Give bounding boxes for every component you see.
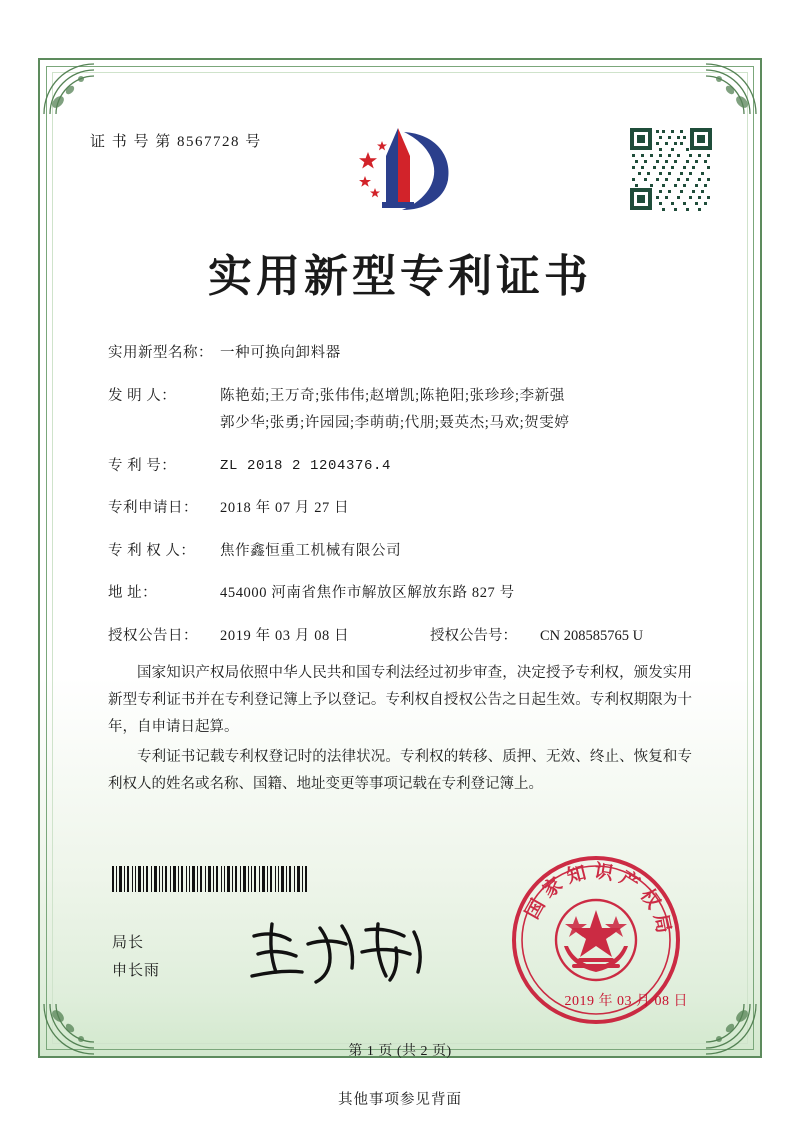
- field-label: 实用新型名称：: [108, 345, 213, 361]
- field-row-patent-number: [108, 453, 694, 481]
- field-value: 一种可换向卸料器: [220, 345, 341, 361]
- seal-date: 2019 年 03 月 08 日: [564, 994, 688, 1009]
- field-value: [220, 383, 694, 438]
- field-label: 专 利 号：: [108, 457, 177, 474]
- field-value-line-1: 陈艳茹;王万奇;张伟伟;赵增凯;陈艳阳;张珍珍;李新强: [220, 387, 565, 404]
- field-value: 2018 年 07 月 27 日: [220, 500, 350, 517]
- certificate-fields: [108, 340, 694, 665]
- field-row-inventors: [108, 383, 694, 438]
- svg-text:国家知识产权局: 国家知识产权局: [521, 859, 676, 941]
- legal-text-block: [108, 660, 692, 802]
- paragraph-1: 国家知识产权局依照中华人民共和国专利法经过初步审查，决定授予专利权，颁发实用新型专利证书并在专利登记簿上予以登记。专利权自授权公告之日起生效。专利权期限为十年，自申请日起算。: [108, 665, 692, 735]
- field-row-grant-publication: [108, 623, 694, 651]
- field-row-address: [108, 580, 694, 608]
- qr-code-icon: [628, 126, 714, 212]
- footer-note: 其他事项参见背面: [338, 1092, 462, 1108]
- field-label: 发 明 人：: [108, 387, 177, 404]
- field-value: 454000 河南省焦作市解放区解放东路 827 号: [220, 585, 515, 602]
- field-value-grant-date: 2019 年 03 月 08 日: [220, 627, 350, 644]
- corner-ornament-icon: [40, 60, 98, 118]
- certificate-number: 证 书 号 第 8567728 号: [90, 134, 262, 150]
- field-row-utility-model-name: [108, 340, 694, 368]
- corner-ornament-icon: [702, 60, 760, 118]
- cnipa-logo-icon: [352, 122, 460, 218]
- field-row-application-date: [108, 495, 694, 523]
- field-label-grant-date: 授权公告日：: [108, 627, 198, 644]
- field-label-publication-number: 授权公告号：: [430, 627, 517, 644]
- handwritten-signature-icon: [246, 918, 426, 988]
- signature-label-block: [112, 930, 160, 986]
- barcode-icon: [112, 866, 308, 892]
- field-value-publication-number: CN 208585765 U: [540, 627, 644, 644]
- field-value: 焦作鑫恒重工机械有限公司: [220, 542, 402, 559]
- page-number: 第 1 页 (共 2 页): [348, 1044, 452, 1059]
- director-name: 申长雨: [112, 962, 161, 979]
- field-label: 专利申请日：: [108, 500, 198, 517]
- page-title: 实用新型专利证书: [208, 251, 592, 302]
- director-role-label: 局长: [112, 935, 145, 951]
- field-value-line-2: 郭少华;张勇;许园园;李萌萌;代朋;聂英杰;马欢;贺雯婷: [220, 415, 570, 432]
- field-value: ZL 2018 2 1204376.4: [220, 457, 392, 474]
- paragraph-2: 专利证书记载专利权登记时的法律状况。专利权的转移、质押、无效、终止、恢复和专利权人的姓名或名称、国籍、地址变更等事项记载在专利登记簿上。: [108, 749, 692, 793]
- field-label: 地 址：: [108, 585, 158, 602]
- field-label: 专 利 权 人：: [108, 542, 196, 559]
- field-row-patentee: [108, 538, 694, 566]
